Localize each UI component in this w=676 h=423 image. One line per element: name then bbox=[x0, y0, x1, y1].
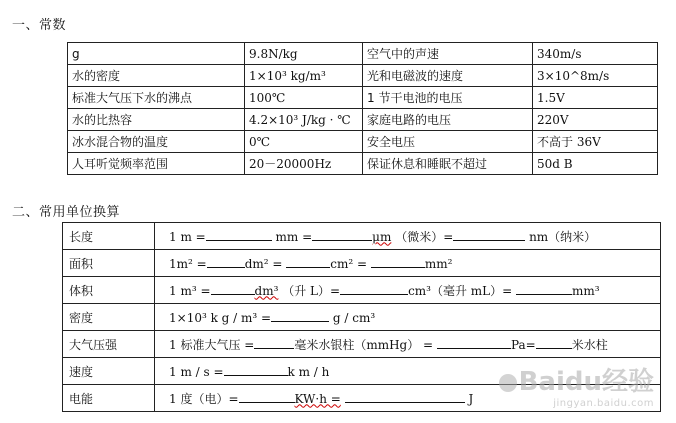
table-row bbox=[68, 131, 658, 153]
table-row bbox=[68, 43, 658, 65]
table-row bbox=[63, 223, 661, 250]
constant-value-cell: 1×10³ kg/m³ bbox=[245, 65, 363, 87]
constant-value-cell: 不高于 36V bbox=[533, 131, 658, 153]
row-label: 密度 bbox=[63, 304, 155, 331]
table-row bbox=[63, 277, 661, 304]
constant-name-cell: 保证休息和睡眠不超过 bbox=[363, 153, 533, 175]
length-formula: 1 m = mm = μm （微米）= nm（纳米） bbox=[155, 223, 661, 250]
constant-value-cell: 50d B bbox=[533, 153, 658, 175]
constant-name-cell: 冰水混合物的温度 bbox=[68, 131, 245, 153]
row-label: 大气压强 bbox=[63, 331, 155, 358]
constants-table bbox=[67, 42, 658, 175]
constant-value-cell: 0℃ bbox=[245, 131, 363, 153]
density-formula: 1×10³ k g / m³ = g / cm³ bbox=[155, 304, 661, 331]
table-row bbox=[63, 331, 661, 358]
unit-conversion-table bbox=[62, 222, 661, 412]
section1-heading: 一、常数 bbox=[12, 18, 67, 33]
volume-formula: 1 m³ = dm³ （升 L）= cm³（毫升 mL）= mm³ bbox=[155, 277, 661, 304]
baidu-watermark: Baidu经验 jingyan.baidu.com bbox=[497, 361, 654, 409]
constant-value-cell: 4.2×10³ J/kg · ℃ bbox=[245, 109, 363, 131]
table-row bbox=[63, 250, 661, 277]
row-label: 体积 bbox=[63, 277, 155, 304]
constant-name-cell: 空气中的声速 bbox=[363, 43, 533, 65]
section2-heading: 二、常用单位换算 bbox=[12, 205, 121, 220]
table-row bbox=[63, 385, 661, 412]
table-row bbox=[68, 109, 658, 131]
table-row bbox=[68, 153, 658, 175]
constant-name-cell: 水的密度 bbox=[68, 65, 245, 87]
constant-value-cell: 340m/s bbox=[533, 43, 658, 65]
table-row bbox=[68, 87, 658, 109]
table-row bbox=[68, 65, 658, 87]
constant-value-cell: 100℃ bbox=[245, 87, 363, 109]
constant-name-cell: 安全电压 bbox=[363, 131, 533, 153]
constant-name-cell: 家庭电路的电压 bbox=[363, 109, 533, 131]
constant-value-cell: 1.5V bbox=[533, 87, 658, 109]
row-label: 电能 bbox=[63, 385, 155, 412]
pressure-formula: 1 标准大气压 = 毫米水银柱（mmHg） = Pa= 米水柱 bbox=[155, 331, 661, 358]
constant-value-cell: 220V bbox=[533, 109, 658, 131]
row-label: 长度 bbox=[63, 223, 155, 250]
constant-value-cell: 20－20000Hz bbox=[245, 153, 363, 175]
constant-name-cell: 标准大气压下水的沸点 bbox=[68, 87, 245, 109]
constant-name-cell: 1 节干电池的电压 bbox=[363, 87, 533, 109]
constant-value-cell: 3×10^8m/s bbox=[533, 65, 658, 87]
constant-name-cell: 人耳听觉频率范围 bbox=[68, 153, 245, 175]
row-label: 速度 bbox=[63, 358, 155, 385]
constant-name-cell: 光和电磁波的速度 bbox=[363, 65, 533, 87]
constant-name-cell: 水的比热容 bbox=[68, 109, 245, 131]
constant-name-cell: g bbox=[68, 43, 245, 65]
constant-value-cell: 9.8N/kg bbox=[245, 43, 363, 65]
table-row bbox=[63, 358, 661, 385]
energy-formula: 1 度（电）= KW·h = J bbox=[155, 385, 661, 412]
speed-formula: 1 m / s = k m / h bbox=[155, 358, 661, 385]
area-formula: 1m² = dm² = cm² = mm² bbox=[155, 250, 661, 277]
table-row bbox=[63, 304, 661, 331]
row-label: 面积 bbox=[63, 250, 155, 277]
